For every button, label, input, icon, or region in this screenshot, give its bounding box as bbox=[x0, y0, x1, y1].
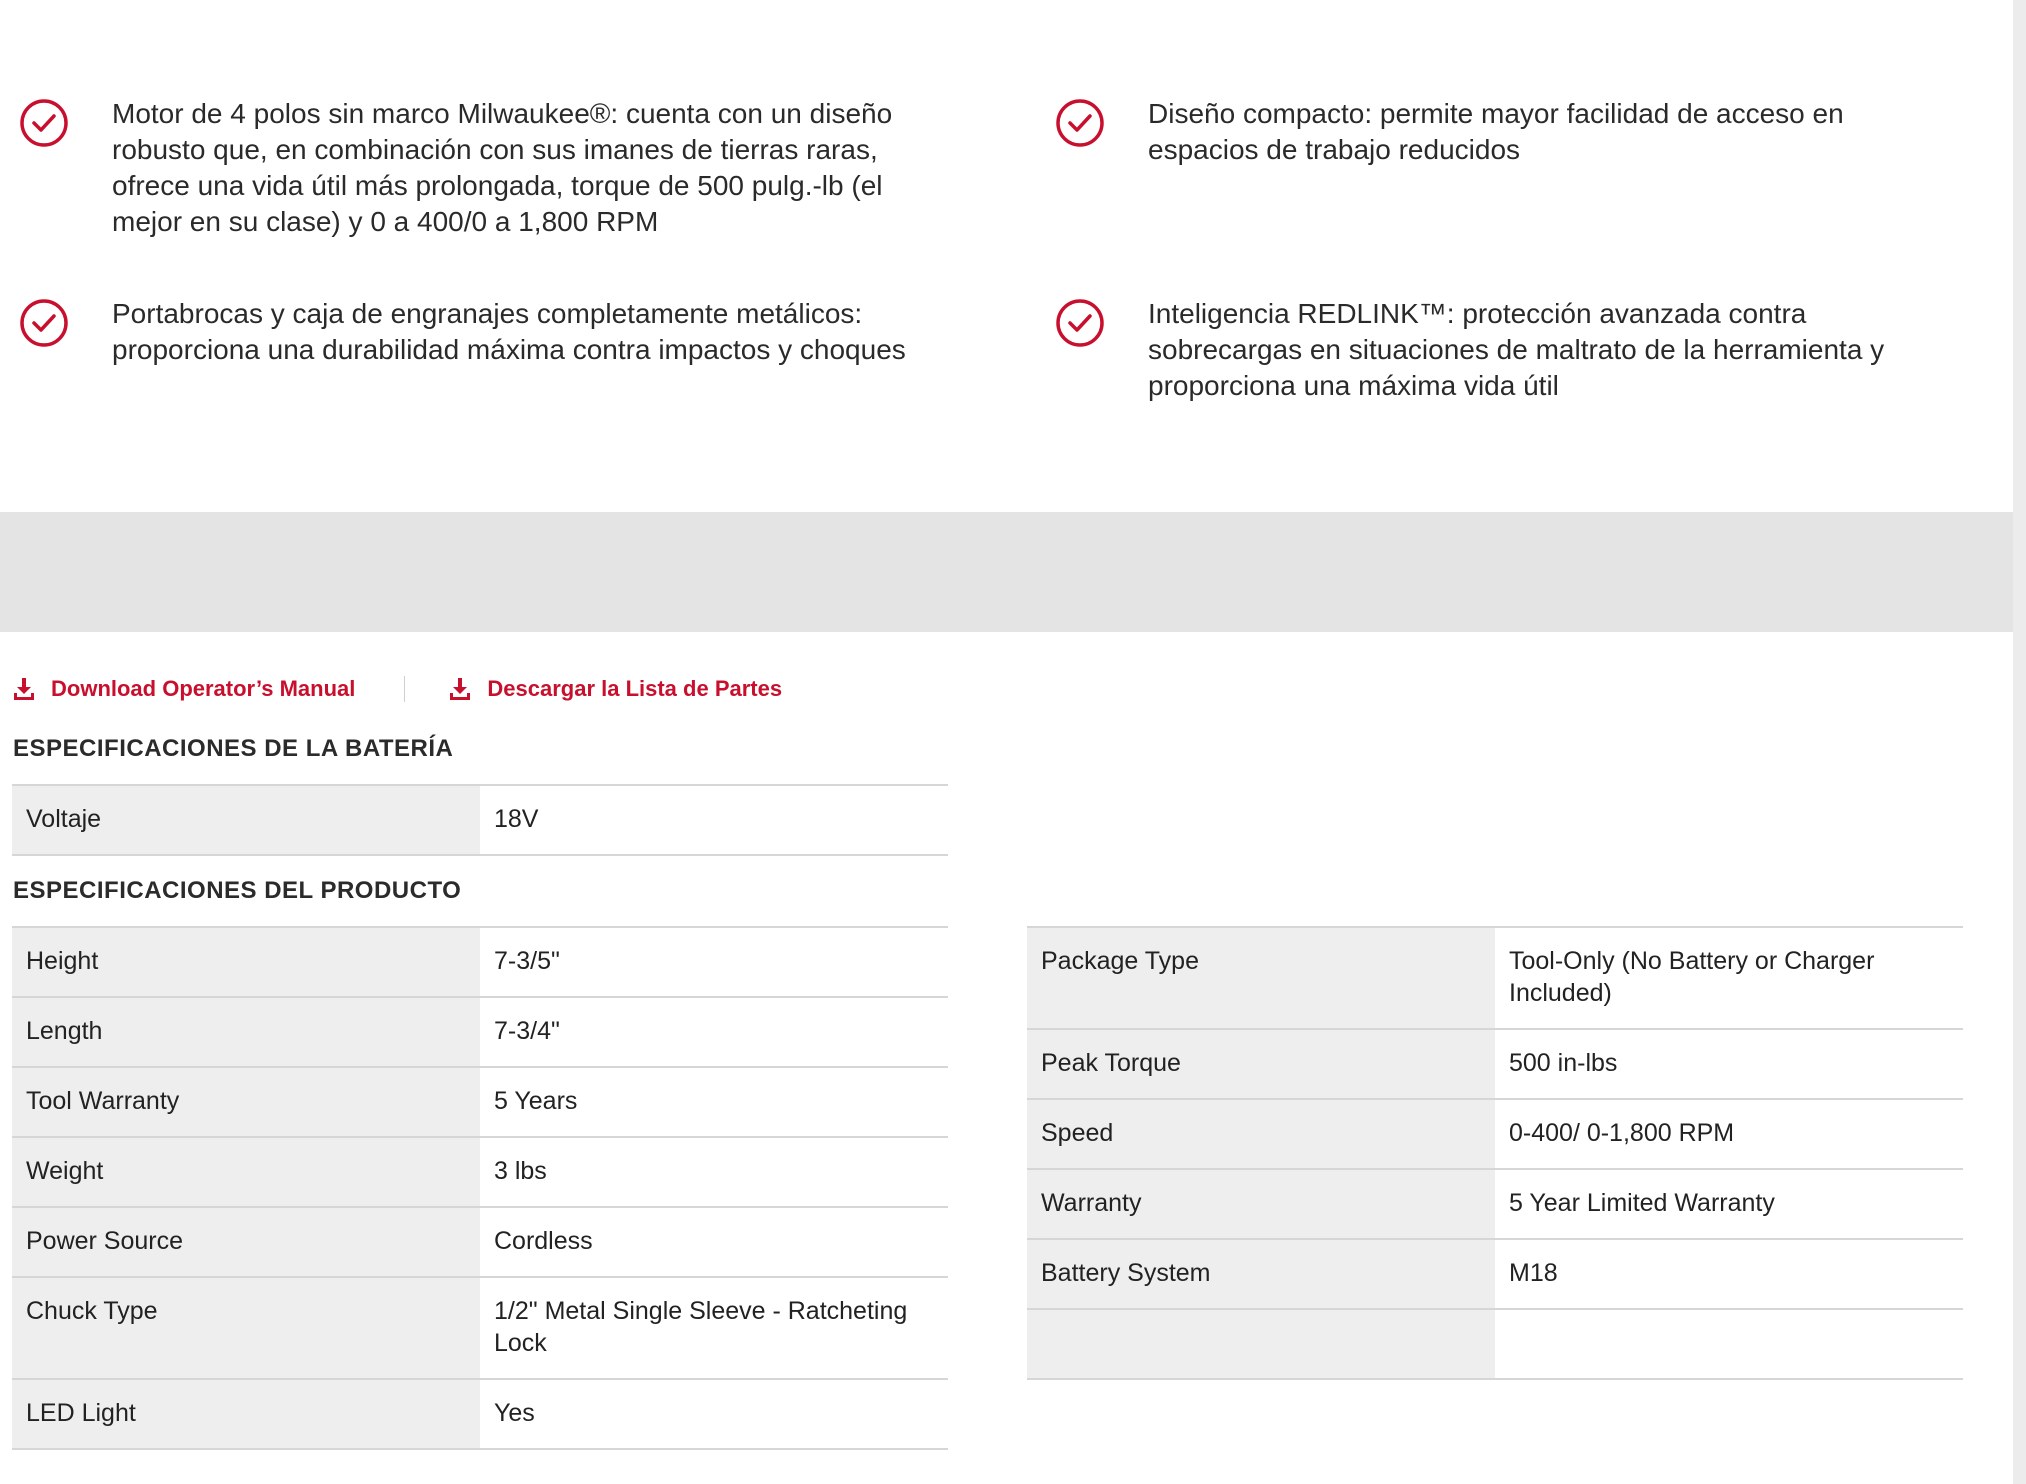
spec-key: Chuck Type bbox=[12, 1277, 480, 1379]
spec-value: 0-400/ 0-1,800 RPM bbox=[1495, 1099, 1963, 1169]
feature-item bbox=[19, 296, 919, 368]
spec-value: Cordless bbox=[480, 1207, 948, 1277]
table-row bbox=[1027, 1169, 1963, 1239]
table-row bbox=[12, 1379, 948, 1449]
page-scroll-rail bbox=[2013, 0, 2026, 1484]
download-links bbox=[13, 672, 782, 706]
table-row bbox=[12, 1067, 948, 1137]
spec-value: 18V bbox=[480, 785, 948, 855]
table-row bbox=[1027, 927, 1963, 1029]
feature-text: Inteligencia REDLINK™: protección avanzada contra sobrecargas en situaciones de maltrato de la herramienta y proporciona una máxima vida útil bbox=[1148, 298, 1885, 401]
table-row bbox=[12, 1277, 948, 1379]
check-circle-icon bbox=[1055, 98, 1105, 148]
table-row bbox=[1027, 1239, 1963, 1309]
check-circle-icon bbox=[19, 298, 69, 348]
table-row bbox=[1027, 1029, 1963, 1099]
feature-text: Diseño compacto: permite mayor facilidad de acceso en espacios de trabajo reducidos bbox=[1148, 98, 1844, 165]
feature-item bbox=[1055, 296, 1955, 404]
section-divider-band bbox=[0, 512, 2013, 632]
spec-value: 500 in-lbs bbox=[1495, 1029, 1963, 1099]
spec-key: Weight bbox=[12, 1137, 480, 1207]
spec-key: Speed bbox=[1027, 1099, 1495, 1169]
table-row bbox=[12, 997, 948, 1067]
product-specs-table-left bbox=[12, 926, 948, 1450]
spec-key: Battery System bbox=[1027, 1239, 1495, 1309]
spec-value: M18 bbox=[1495, 1239, 1963, 1309]
spec-value: 7-3/4" bbox=[480, 997, 948, 1067]
table-row bbox=[1027, 1099, 1963, 1169]
spec-value: Yes bbox=[480, 1379, 948, 1449]
product-specs-table-right bbox=[1027, 926, 1963, 1380]
table-row bbox=[12, 1137, 948, 1207]
spec-key: Peak Torque bbox=[1027, 1029, 1495, 1099]
spec-key: Tool Warranty bbox=[12, 1067, 480, 1137]
spec-value bbox=[1495, 1309, 1963, 1379]
battery-specs-table bbox=[12, 784, 948, 856]
spec-key: Height bbox=[12, 927, 480, 997]
features-section bbox=[0, 0, 2013, 512]
product-specs-heading: ESPECIFICACIONES DEL PRODUCTO bbox=[13, 877, 462, 904]
spec-value: 1/2" Metal Single Sleeve - Ratcheting Lock bbox=[480, 1277, 948, 1379]
spec-key bbox=[1027, 1309, 1495, 1379]
feature-item bbox=[19, 96, 919, 240]
link-divider bbox=[404, 676, 405, 702]
feature-item bbox=[1055, 96, 1955, 168]
spec-value: Tool-Only (No Battery or Charger Included) bbox=[1495, 927, 1963, 1029]
spec-value: 3 lbs bbox=[480, 1137, 948, 1207]
spec-value: 5 Years bbox=[480, 1067, 948, 1137]
spec-key: Length bbox=[12, 997, 480, 1067]
check-circle-icon bbox=[1055, 298, 1105, 348]
battery-specs-heading: ESPECIFICACIONES DE LA BATERÍA bbox=[13, 735, 454, 762]
feature-text: Portabrocas y caja de engranajes completamente metálicos: proporciona una durabilidad máxima contra impactos y choques bbox=[112, 298, 906, 365]
download-icon bbox=[13, 677, 35, 701]
spec-key: Warranty bbox=[1027, 1169, 1495, 1239]
spec-key: LED Light bbox=[12, 1379, 480, 1449]
spec-value: 5 Year Limited Warranty bbox=[1495, 1169, 1963, 1239]
download-manual-link[interactable] bbox=[13, 676, 355, 702]
spec-key: Package Type bbox=[1027, 927, 1495, 1029]
table-row bbox=[12, 785, 948, 855]
spec-key: Power Source bbox=[12, 1207, 480, 1277]
spec-key: Voltaje bbox=[12, 785, 480, 855]
check-circle-icon bbox=[19, 98, 69, 148]
download-parts-label: Descargar la Lista de Partes bbox=[487, 676, 783, 701]
table-row bbox=[1027, 1309, 1963, 1379]
feature-text: Motor de 4 polos sin marco Milwaukee®: cuenta con un diseño robusto que, en combinación con sus imanes de tierras raras, ofrece una vida útil más prolongada, torque de 500 pulg.-lb (el mejor en su clase) y 0 a 400/0 a 1,800 RPM bbox=[112, 98, 893, 237]
table-row bbox=[12, 927, 948, 997]
download-manual-label: Download Operator’s Manual bbox=[51, 676, 356, 701]
download-parts-link[interactable] bbox=[449, 676, 782, 702]
table-row bbox=[12, 1207, 948, 1277]
spec-value: 7-3/5" bbox=[480, 927, 948, 997]
download-icon bbox=[449, 677, 471, 701]
